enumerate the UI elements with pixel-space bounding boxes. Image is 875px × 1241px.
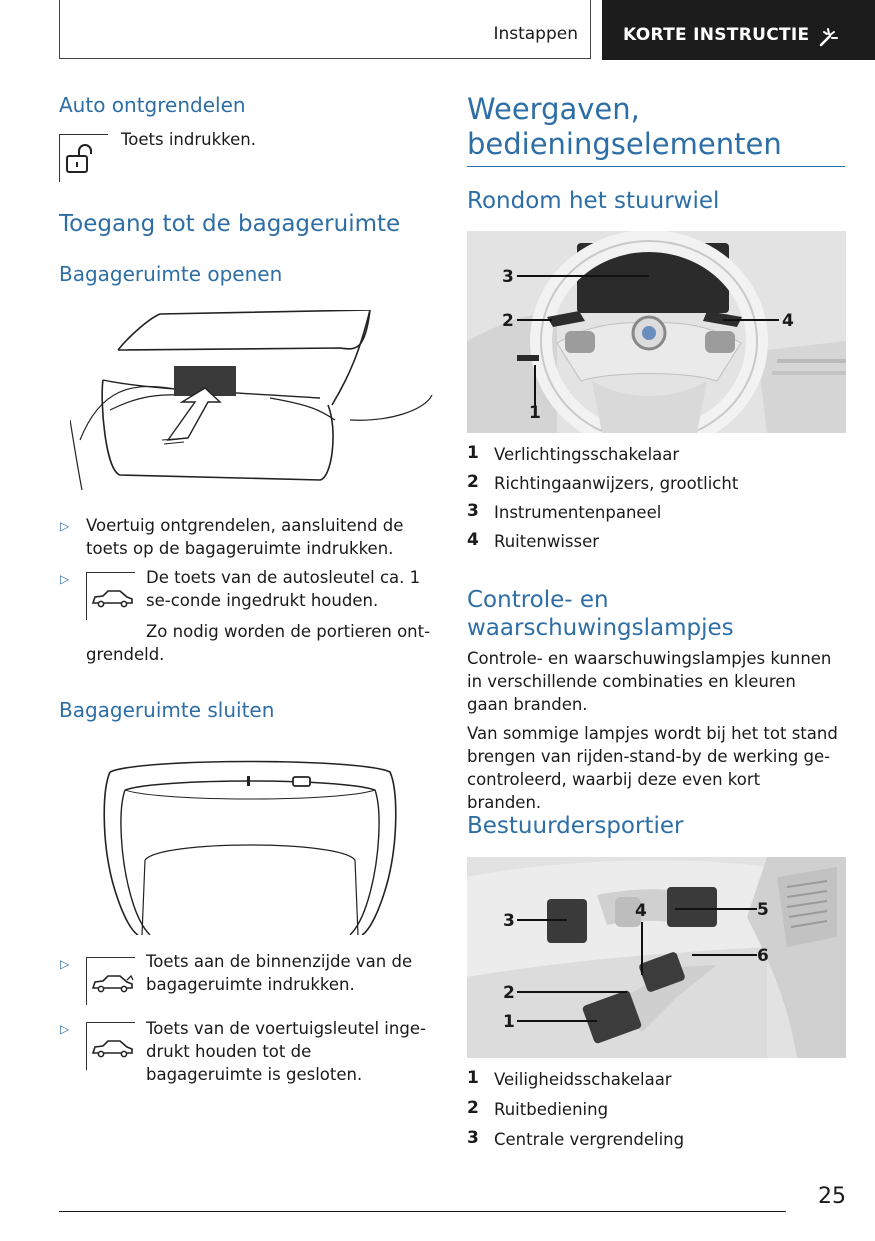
wheel-callout-4: 4 xyxy=(782,311,794,331)
bullet-marker: ▷ xyxy=(60,519,70,533)
list-item: 3 Instrumentenpaneel xyxy=(467,501,662,522)
list-item: 2 Richtingaanwijzers, grootlicht xyxy=(467,472,739,493)
tailgate-open-illustration xyxy=(70,310,440,500)
door-title: Bestuurdersportier xyxy=(467,813,684,839)
driver-door-photo xyxy=(467,857,846,1058)
unlock-text: Toets indrukken. xyxy=(121,130,256,149)
list-item: 1 Verlichtingsschakelaar xyxy=(467,443,680,464)
close-step-1: Toets aan de binnenzijde van de bagageruimte indrukken. xyxy=(146,952,413,994)
door-callout-3: 3 xyxy=(503,911,515,931)
wheel-callout-3: 3 xyxy=(502,267,514,287)
key-trunk-button-icon xyxy=(86,572,135,620)
lamps-title: Controle- en waarschuwingslampjes xyxy=(467,587,734,641)
open-step-1: Voertuig ontgrendelen, aansluitend de toets op de bagageruimte indrukken. xyxy=(86,516,404,558)
door-legend xyxy=(467,1068,847,1158)
main-title: Weergaven, bedieningselementen xyxy=(467,92,782,161)
trunk-access-title: Toegang tot de bagageruimte xyxy=(59,211,401,237)
footer-rule xyxy=(59,1211,786,1212)
bullet-marker: ▷ xyxy=(60,957,70,971)
trunk-close-button-icon xyxy=(86,957,135,1005)
list-item: 1 Veiligheidsschakelaar xyxy=(467,1068,672,1089)
bullet-marker: ▷ xyxy=(60,1022,70,1036)
quick-guide-icon xyxy=(818,26,840,48)
wheel-legend xyxy=(467,443,847,559)
list-item: 4 Ruitenwisser xyxy=(467,530,600,551)
list-item: 2 Ruitbediening xyxy=(467,1098,609,1119)
title-rule xyxy=(467,166,845,167)
wheel-title: Rondom het stuurwiel xyxy=(467,188,720,214)
steering-wheel-photo xyxy=(467,231,846,433)
lamps-paragraph-1: Controle- en waarschuwingslampjes kunnen in verschillende combinaties en kleuren gaan branden. xyxy=(467,649,832,714)
close-step-2: Toets van de voertuigsleutel inge-drukt houden tot de bagageruimte is gesloten. xyxy=(146,1019,426,1084)
unlock-title: Auto ontgrendelen xyxy=(59,93,246,117)
door-callout-5: 5 xyxy=(757,900,769,920)
header-tab-label: KORTE INSTRUCTIE xyxy=(623,25,810,45)
trunk-close-title: Bagageruimte sluiten xyxy=(59,698,275,722)
unlock-key-button-icon xyxy=(59,134,108,182)
header-section: Instappen xyxy=(493,24,578,44)
door-callout-6: 6 xyxy=(757,946,769,966)
door-callout-1: 1 xyxy=(503,1012,515,1032)
trunk-open-title: Bagageruimte openen xyxy=(59,262,283,286)
lamps-paragraph-2: Van sommige lampjes wordt bij het tot stand brengen van rijden-stand-by de werking ge-controleerd, waarbij deze even kort branden. xyxy=(467,724,838,812)
bullet-marker: ▷ xyxy=(60,572,70,586)
open-step-2: De toets van de autosleutel ca. 1 se-conde ingedrukt houden. xyxy=(146,568,421,610)
tailgate-inner-illustration xyxy=(100,750,400,935)
key-trunk-close-icon xyxy=(86,1022,135,1070)
wheel-callout-2: 2 xyxy=(502,311,514,331)
page-number: 25 xyxy=(818,1184,846,1209)
wheel-callout-1: 1 xyxy=(529,403,541,423)
door-callout-4: 4 xyxy=(635,901,647,921)
header-tab[interactable] xyxy=(602,0,875,60)
list-item: 3 Centrale vergrendeling xyxy=(467,1128,685,1149)
door-callout-2: 2 xyxy=(503,983,515,1003)
open-step-3: Zo nodig worden de portieren ont- grendeld. xyxy=(86,622,431,664)
